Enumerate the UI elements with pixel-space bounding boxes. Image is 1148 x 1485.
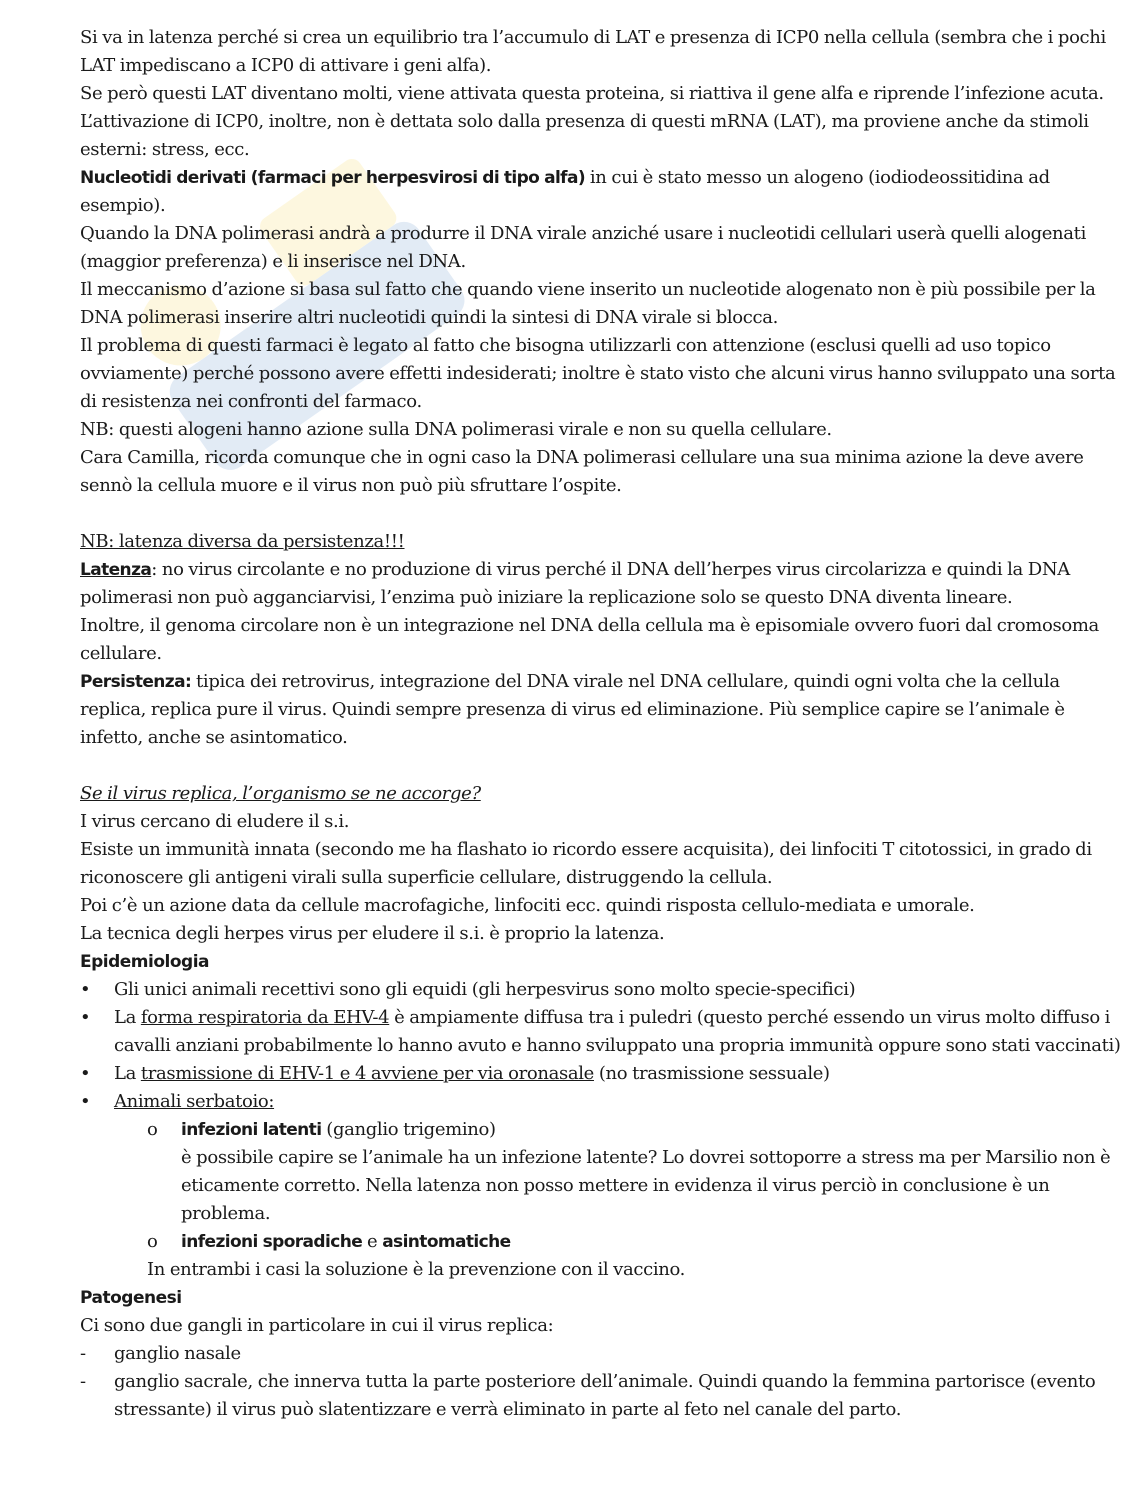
question-heading: Se il virus replica, l’organismo se ne accorge? xyxy=(80,783,481,804)
paragraph: Se però questi LAT diventano molti, viene attivata questa proteina, si riattiva il gene alfa e riprende l’infezione acuta. xyxy=(80,83,1104,104)
paragraph: NB: questi alogeni hanno azione sulla DNA polimerasi virale e non su quella cellulare. xyxy=(80,419,832,440)
paragraph: Ci sono due gangli in particolare in cui il virus replica: xyxy=(80,1315,554,1336)
paragraph: Poi c’è un azione data da cellule macrofagiche, linfociti ecc. quindi risposta cellulo-mediata e umorale. xyxy=(80,895,975,916)
list-item: • Animali serbatoio: xyxy=(80,1088,1125,1116)
bullet-icon: • xyxy=(80,1063,91,1084)
paragraph: Esiste un immunità innata (secondo me ha flashato io ricordo essere acquisita), dei linfociti T citotossici, in grado di riconoscere gli antigeni virali sulla superficie cellulare, distruggendo la cellula. xyxy=(80,839,1092,888)
patogenesi-heading: Patogenesi xyxy=(80,1288,182,1308)
latenza-label: Latenza xyxy=(80,560,152,580)
bullet-icon: • xyxy=(80,1007,91,1028)
circle-bullet-icon: o xyxy=(147,1119,158,1140)
list-item: • La forma respiratoria da EHV-4 è ampiamente diffusa tra i puledri (questo perché essendo un virus molto diffuso i cavalli anziani probabilmente lo hanno avuto e hanno sviluppato una propria immunità oppure sono stati vaccinati) xyxy=(80,1004,1125,1060)
persistenza-paragraph: Persistenza: tipica dei retrovirus, integrazione del DNA virale nel DNA cellulare, quindi ogni volta che la cellula replica, replica pure il virus. Quindi sempre presenza di virus ed eliminazione. Più semplice capire se l’animale è infetto, anche se asintomatico. xyxy=(80,671,1065,748)
bullet-icon: • xyxy=(80,979,91,1000)
circle-bullet-icon: o xyxy=(147,1231,158,1252)
paragraph: Inoltre, il genoma circolare non è un integrazione nel DNA della cellula ma è episomiale ovvero fuori dal cromosoma cellulare. xyxy=(80,615,1099,664)
document-page xyxy=(80,24,1125,1424)
list-item: - ganglio sacrale, che innerva tutta la parte posteriore dell’animale. Quindi quando la femmina partorisce (evento stressante) il virus può slatentizzare e verrà eliminato in parte al feto nel canale del parto. xyxy=(80,1368,1125,1424)
nb-latenza-note: NB: latenza diversa da persistenza!!! xyxy=(80,531,405,552)
sub-list-item: o infezioni sporadiche e asintomatiche xyxy=(80,1228,1125,1256)
bullet-icon: • xyxy=(80,1091,91,1112)
paragraph: L’attivazione di ICP0, inoltre, non è dettata solo dalla presenza di questi mRNA (LAT), ma proviene anche da stimoli esterni: stress, ecc. xyxy=(80,111,1089,160)
sub-list-item: o infezioni latenti (ganglio trigemino) xyxy=(80,1116,1125,1144)
paragraph: La tecnica degli herpes virus per eludere il s.i. è proprio la latenza. xyxy=(80,923,665,944)
list-item: • Gli unici animali recettivi sono gli equidi (gli herpesvirus sono molto specie-specifici) xyxy=(80,976,1125,1004)
sub-note: In entrambi i casi la soluzione è la prevenzione con il vaccino. xyxy=(147,1259,686,1280)
paragraph: Il problema di questi farmaci è legato al fatto che bisogna utilizzarli con attenzione (esclusi quelli ad uso topico ovviamente) perché possono avere effetti indesiderati; inoltre è stato visto che alcuni virus hanno sviluppato una sorta di resistenza nei confronti del farmaco. xyxy=(80,335,1116,412)
paragraph: Si va in latenza perché si crea un equilibrio tra l’accumulo di LAT e presenza di ICP0 nella cellula (sembra che i pochi LAT impediscano a ICP0 di attivare i geni alfa). xyxy=(80,27,1106,76)
nucleotidi-paragraph xyxy=(80,164,1125,220)
paragraph: Quando la DNA polimerasi andrà a produrre il DNA virale anziché usare i nucleotidi cellulari userà quelli alogenati (maggior preferenza) e li inserisce nel DNA. xyxy=(80,223,1086,272)
dash-icon: - xyxy=(80,1371,86,1392)
patogenesi-list xyxy=(80,1340,1125,1424)
sub-list-text: è possibile capire se l’animale ha un infezione latente? Lo dovrei sottoporre a stress ma per Marsilio non è eticamente corretto. Nella latenza non posso mettere in evidenza il virus perciò in conclusione è un problema. xyxy=(181,1147,1111,1224)
list-item: - ganglio nasale xyxy=(80,1340,1125,1368)
epidemiologia-list xyxy=(80,976,1125,1116)
list-item: • La trasmissione di EHV-1 e 4 avviene per via oronasale (no trasmissione sessuale) xyxy=(80,1060,1125,1088)
dash-icon: - xyxy=(80,1343,86,1364)
nucleotidi-heading: Nucleotidi derivati (farmaci per herpesvirosi di tipo alfa) xyxy=(80,168,586,188)
paragraph: Cara Camilla, ricorda comunque che in ogni caso la DNA polimerasi cellulare una sua minima azione la deve avere sennò la cellula muore e il virus non può più sfruttare l’ospite. xyxy=(80,447,1084,496)
persistenza-label: Persistenza: xyxy=(80,672,192,692)
nucleotidi-text: in cui è stato messo un alogeno (iodiodeossitidina ad esempio). xyxy=(80,167,1050,216)
paragraph: Il meccanismo d’azione si basa sul fatto che quando viene inserito un nucleotide alogenato non è più possibile per la DNA polimerasi inserire altri nucleotidi quindi la sintesi di DNA virale si blocca. xyxy=(80,279,1096,328)
latenza-paragraph: Latenza: no virus circolante e no produzione di virus perché il DNA dell’herpes virus circolarizza e quindi la DNA polimerasi non può agganciarvisi, l’enzima può iniziare la replicazione solo se questo DNA diventa lineare. xyxy=(80,559,1070,608)
epidemiologia-heading: Epidemiologia xyxy=(80,952,210,972)
paragraph: I virus cercano di eludere il s.i. xyxy=(80,811,350,832)
